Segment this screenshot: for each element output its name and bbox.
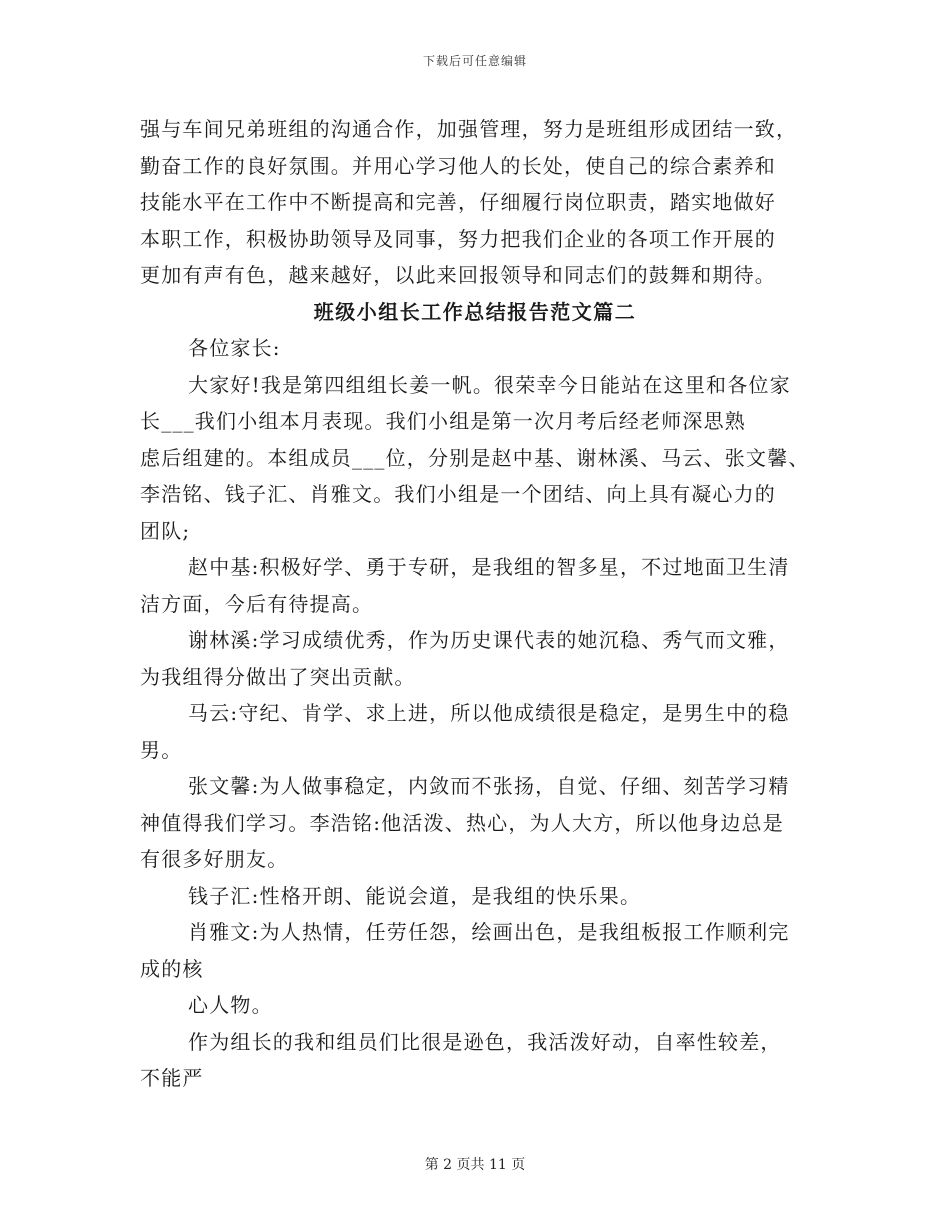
paragraph-line: 虑后组建的。本组成员___位，分别是赵中基、谢林溪、马云、张文馨、 — [140, 445, 810, 470]
paragraph-line: 钱子汇:性格开朗、能说会道，是我组的快乐果。 — [188, 883, 642, 908]
paragraph-line: 心人物。 — [188, 993, 273, 1017]
paragraph-line: 成的核 — [140, 956, 204, 981]
paragraph-line: 不能严 — [140, 1066, 204, 1090]
paragraph-line: 强与车间兄弟班组的沟通合作，加强管理，努力是班组形成团结一致， — [140, 117, 798, 141]
paragraph-line: 作为组长的我和组员们比很是逊色，我活泼好动，自率性较差， — [188, 1029, 782, 1054]
paragraph-line: 长___我们小组本月表现。我们小组是第一次月考后经老师深思熟 — [140, 409, 746, 433]
paragraph-line: 谢林溪:学习成绩优秀，作为历史课代表的她沉稳、秀气而文雅， — [188, 628, 790, 652]
section-title: 班级小组长工作总结报告范文篇二 — [313, 299, 637, 324]
page-number: 第 2 页共 11 页 — [424, 1157, 526, 1173]
paragraph-line: 赵中基:积极好学、勇于专研，是我组的智多星，不过地面卫生清 — [188, 555, 790, 579]
paragraph-line: 男。 — [140, 737, 183, 762]
paragraph-line: 技能水平在工作中不断提高和完善，仔细履行岗位职责，踏实地做好 — [140, 190, 776, 214]
paragraph-line: 洁方面，今后有待提高。 — [140, 591, 374, 616]
paragraph-line: 马云:守纪、肯学、求上进，所以他成绩很是稳定，是男生中的稳 — [188, 701, 790, 725]
paragraph-line: 大家好!我是第四组组长姜一帆。很荣幸今日能站在这里和各位家 — [188, 372, 791, 397]
paragraph-line: 有很多好朋友。 — [140, 847, 289, 871]
paragraph-line: 本职工作，积极协助领导及同事，努力把我们企业的各项工作开展的 — [140, 226, 776, 251]
paragraph-line: 神值得我们学习。李浩铭:他活泼、热心，为人大方，所以他身边总是 — [140, 810, 784, 835]
paragraph-line: 肖雅文:为人热情，任劳任怨，绘画出色，是我组板报工作顺利完 — [188, 920, 790, 944]
header-note: 下载后可任意编辑 — [422, 54, 527, 68]
paragraph-line: 李浩铭、钱子汇、肖雅文。我们小组是一个团结、向上具有凝心力的 — [140, 482, 776, 506]
document-body — [140, 111, 810, 1097]
paragraph-line: 团队; — [140, 518, 191, 543]
paragraph-line: 张文馨:为人做事稳定，内敛而不张扬，自觉、仔细、刻苦学习精 — [188, 774, 790, 798]
paragraph-line: 为我组得分做出了突出贡献。 — [140, 664, 416, 689]
paragraph-line: 更加有声有色，越来越好，以此来回报领导和同志们的鼓舞和期待。 — [140, 263, 776, 287]
paragraph-line: 勤奋工作的良好氛围。并用心学习他人的长处，使自己的综合素养和 — [140, 153, 776, 178]
paragraph-line: 各位家长: — [188, 336, 281, 360]
